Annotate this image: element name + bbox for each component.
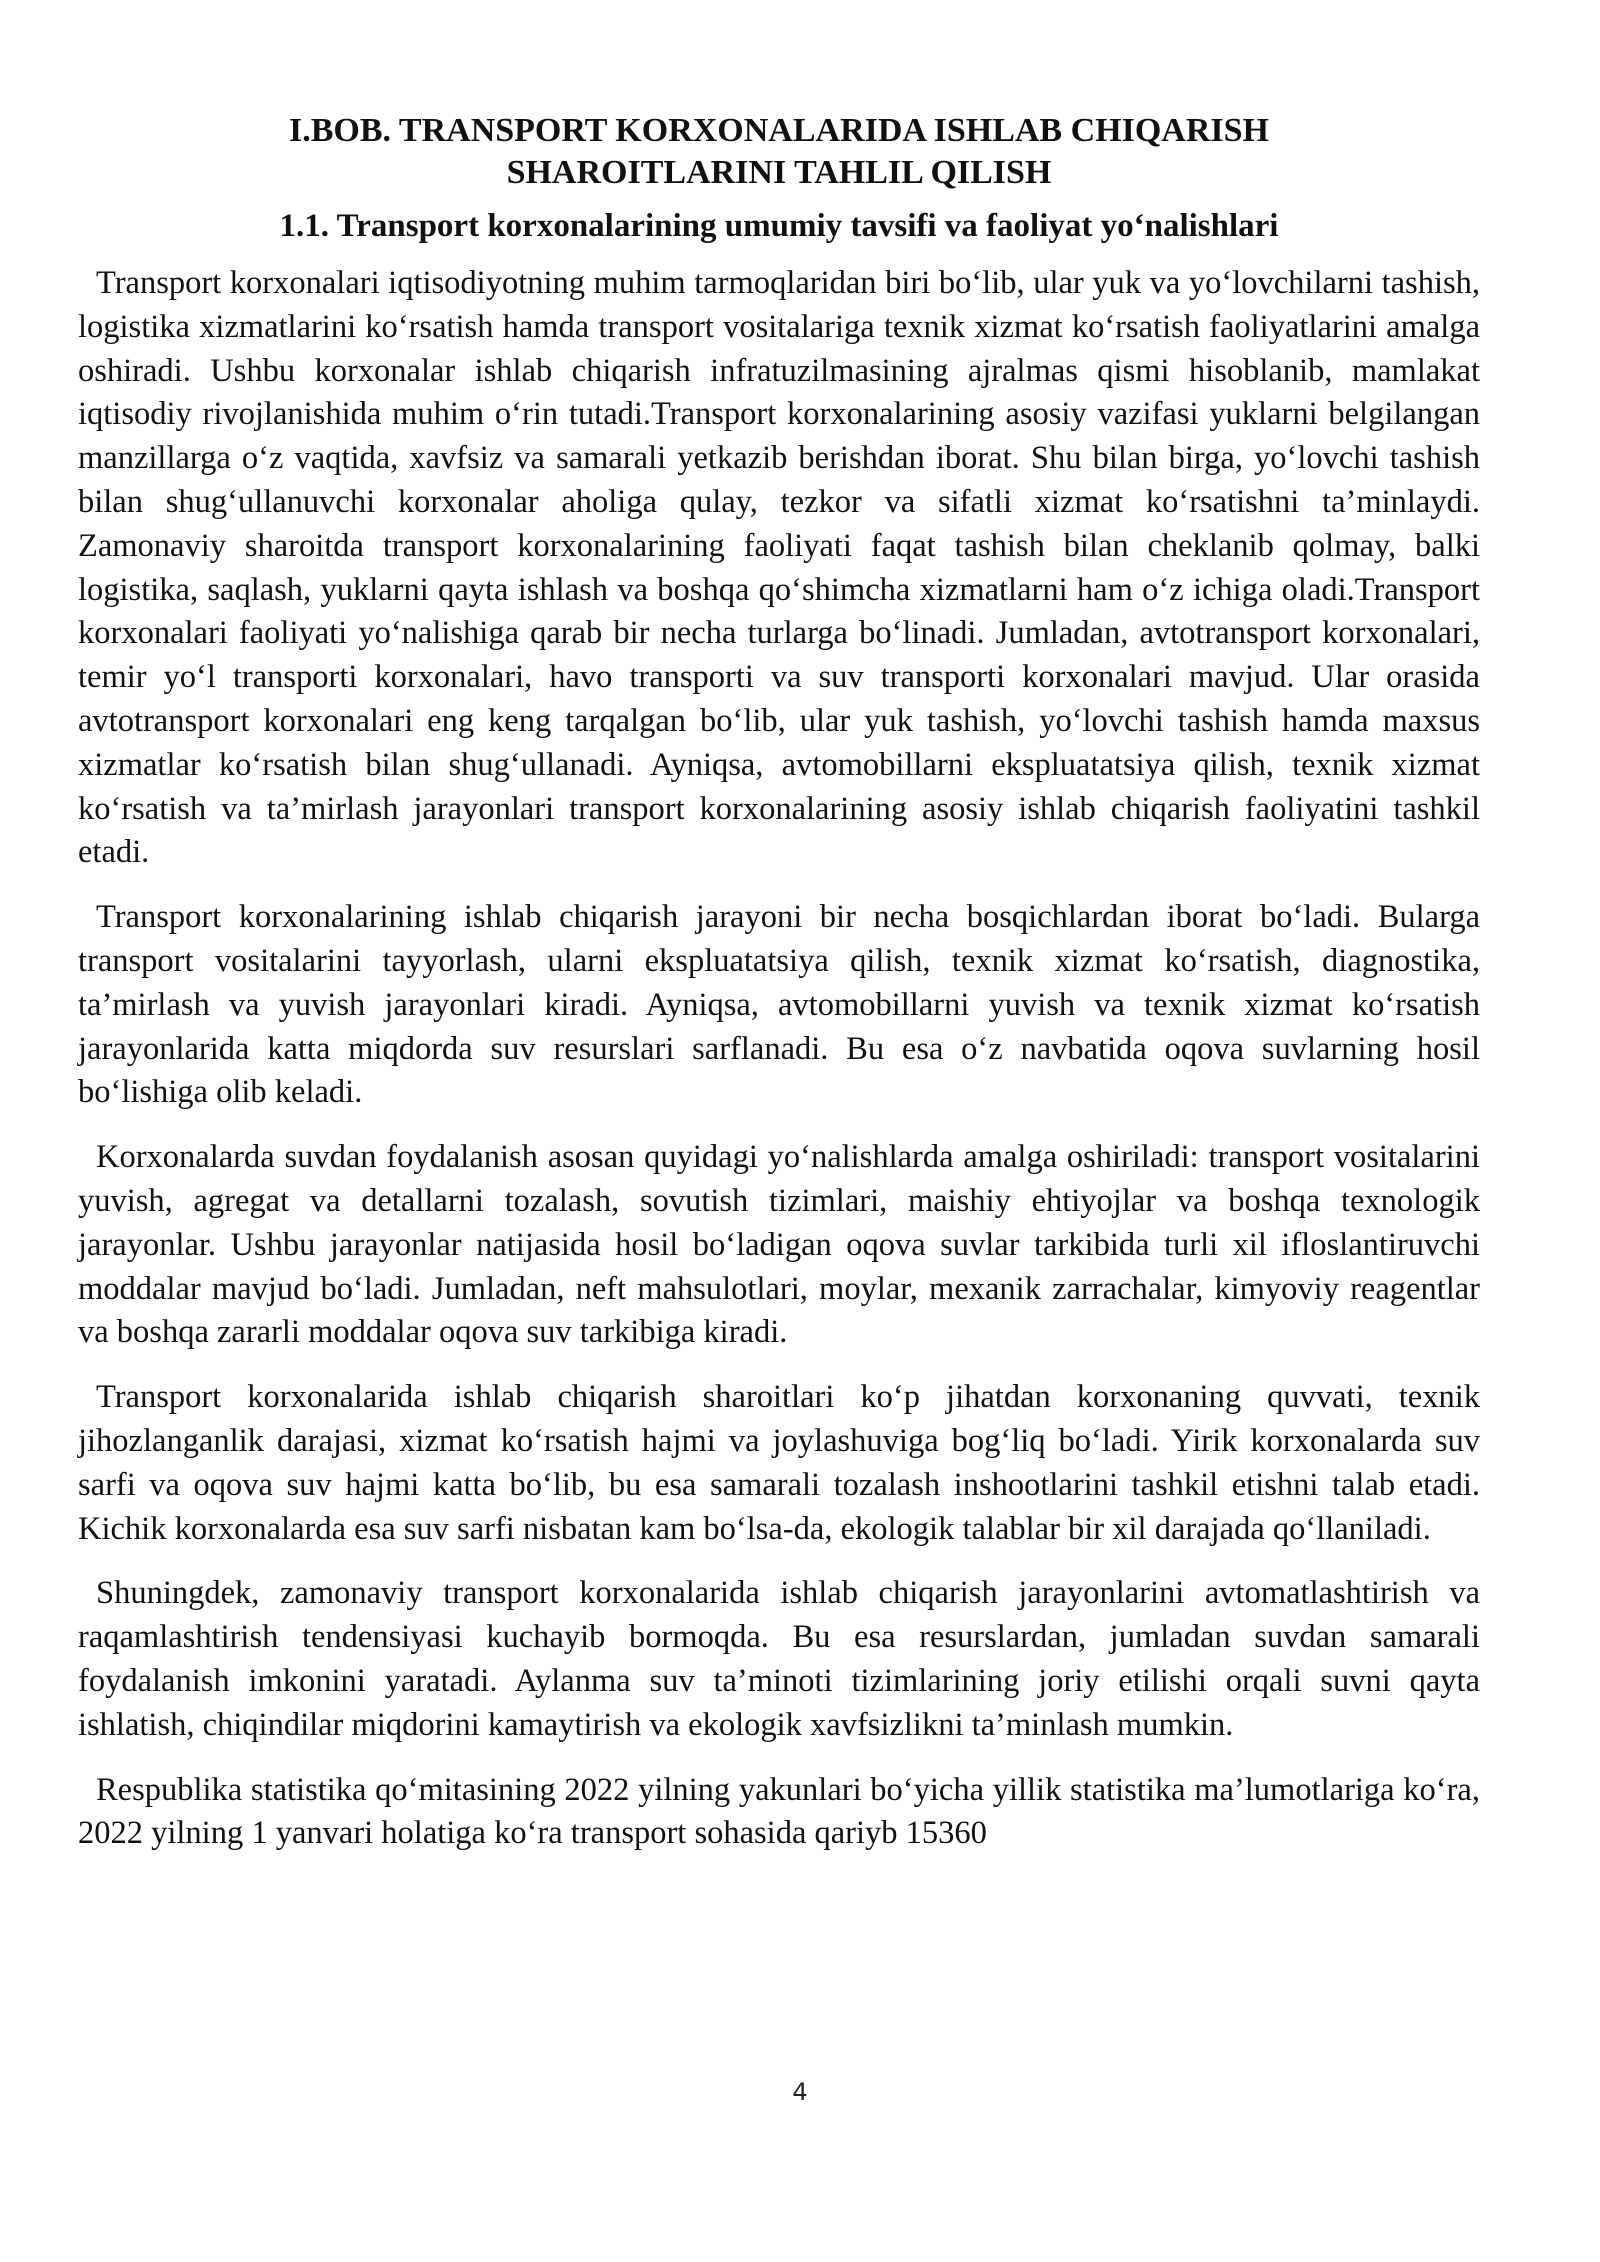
paragraph-1: Transport korxonalari iqtisodiyotning muhim tarmoqlaridan biri bo‘lib, ular yuk va yo‘lovchilarni tashish, logistika xizmatlarini ko‘rsatish hamda transport vositalariga texnik xizmat ko‘rsatish faoliyatlarini amalga oshiradi. Ushbu korxonalar ishlab chiqarish infratuzilmasining ajralmas qismi hisoblanib, mamlakat iqtisodiy rivojlanishida muhim o‘rin tutadi.Transport korxonalarining asosiy vazifasi yuklarni belgilangan manzillarga o‘z vaqtida, xavfsiz va samarali yetkazib berishdan iborat. Shu bilan birga, yo‘lovchi tashish bilan shug‘ullanuvchi korxonalar aholiga qulay, tezkor va sifatli xizmat ko‘rsatishni ta’minlaydi. Zamonaviy sharoitda transport korxonalarining faoliyati faqat tashish bilan cheklanib qolmay, balki logistika, saqlash, yuklarni qayta ishlash va boshqa qo‘shimcha xizmatlarni ham o‘z ichiga oladi.Transport korxonalari faoliyati yo‘nalishiga qarab bir necha turlarga bo‘linadi. Jumladan, avtotransport korxonalari, temir yo‘l transporti korxonalari, havo transporti va suv transporti korxonalari mavjud. Ular orasida avtotransport korxonalari eng keng tarqalgan bo‘lib, ular yuk tashish, yo‘lovchi tashish hamda maxsus xizmatlar ko‘rsatish bilan shug‘ullanadi. Ayniqsa, avtomobillarni ekspluatatsiya qilish, texnik xizmat ko‘rsatish va ta’mirlash jarayonlari transport korxonalarining asosiy ishlab chiqarish faoliyatini tashkil etadi. (78, 265, 1480, 871)
page-number: 4 (792, 2078, 808, 2106)
paragraph-3: Korxonalarda suvdan foydalanish asosan quyidagi yo‘nalishlarda amalga oshiriladi: transport vositalarini yuvish, agregat va detallarni tozalash, sovutish tizimlari, maishiy ehtiyojlar va boshqa texnologik jarayonlar. Ushbu jarayonlar natijasida hosil bo‘ladigan oqova suvlar tarkibida turli xil ifloslantiruvchi moddalar mavjud bo‘ladi. Jumladan, neft mahsulotlari, moylar, mexanik zarrachalar, kimyoviy reagentlar va boshqa zararli moddalar oqova suv tarkibiga kiradi. (78, 1139, 1480, 1351)
chapter-title-line-2: SHAROITLARINI TAHLIL QILISH (506, 154, 1052, 191)
paragraph-5: Shuningdek, zamonaviy transport korxonalarida ishlab chiqarish jarayonlarini avtomatlashtirish va raqamlashtirish tendensiyasi kuchayib bormoqda. Bu esa resurslardan, jumladan suvdan samarali foydalanish imkonini yaratadi. Aylanma suv ta’minoti tizimlarining joriy etilishi orqali suvni qayta ishlatish, chiqindilar miqdorini kamaytirish va ekologik xavfsizlikni ta’minlash mumkin. (78, 1575, 1480, 1743)
paragraph-4: Transport korxonalarida ishlab chiqarish sharoitlari ko‘p jihatdan korxonaning quvvati, texnik jihozlanganlik darajasi, xizmat ko‘rsatish hajmi va joylashuviga bog‘liq bo‘ladi. Yirik korxonalarda suv sarfi va oqova suv hajmi katta bo‘lib, bu esa samarali tozalash inshootlarini tashkil etishni talab etadi. Kichik korxonalarda esa suv sarfi nisbatan kam bo‘lsa-da, ekologik talablar bir xil darajada qo‘llaniladi. (78, 1379, 1480, 1547)
chapter-title-line-1: I.BOB. TRANSPORT KORXONALARIDA ISHLAB CHIQARISH (289, 112, 1269, 149)
section-title: 1.1. Transport korxonalarining umumiy tavsifi va faoliyat yo‘nalishlari (279, 208, 1279, 244)
paragraph-2: Transport korxonalarining ishlab chiqarish jarayoni bir necha bosqichlardan iborat bo‘ladi. Bularga transport vositalarini tayyorlash, ularni ekspluatatsiya qilish, texnik xizmat ko‘rsatish, diagnostika, ta’mirlash va yuvish jarayonlari kiradi. Ayniqsa, avtomobillarni yuvish va texnik xizmat ko‘rsatish jarayonlarida katta miqdorda suv resurslari sarflanadi. Bu esa o‘z navbatida oqova suvlarning hosil bo‘lishiga olib keladi. (78, 899, 1480, 1111)
chapter-title (78, 110, 1480, 194)
paragraph-6: Respublika statistika qo‘mitasining 2022 yilning yakunlari bo‘yicha yillik statistika ma’lumotlariga ko‘ra, 2022 yilning 1 yanvari holatiga ko‘ra transport sohasida qariyb 15360 (78, 1771, 1480, 1852)
document-page (78, 110, 1480, 1877)
